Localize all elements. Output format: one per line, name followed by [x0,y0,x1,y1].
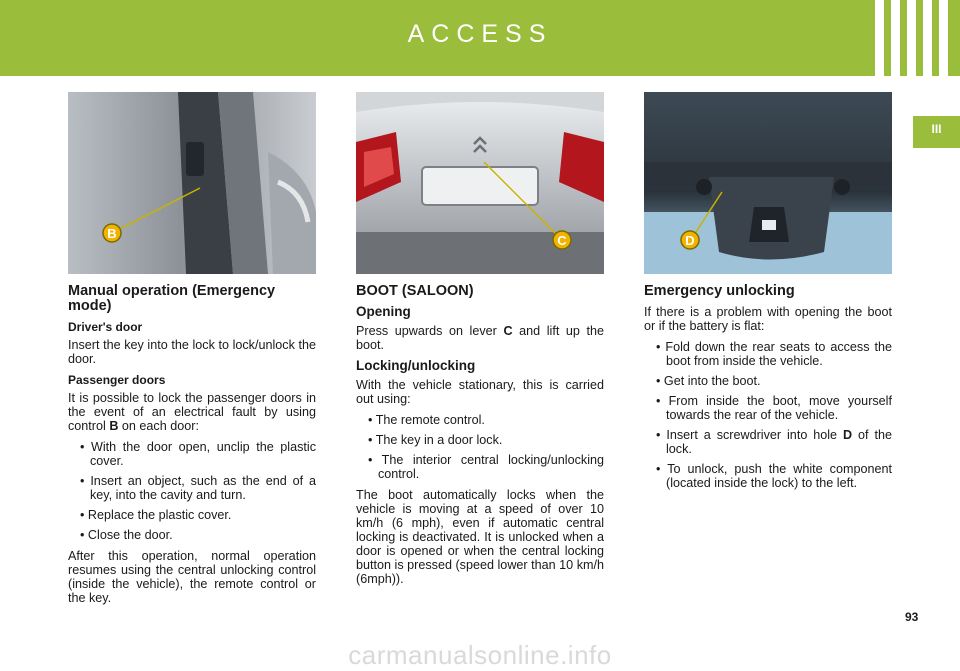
header-stripe [907,0,916,76]
header-stripe [939,0,948,76]
passenger-doors-heading: Passenger doors [68,373,166,387]
watermark: carmanualsonline.info [348,640,612,670]
passenger-doors-text: It is possible to lock the passenger doors in the event of an electrical fault by using control B on each door: [68,391,316,433]
list-item: • Replace the plastic cover. [68,508,316,522]
list-item: • To unlock, push the white component (located inside the lock) to the left. [644,462,892,490]
locking-intro: With the vehicle stationary, this is carried out using: [356,378,604,406]
list-item: • Close the door. [68,528,316,542]
chapter-tab: III [913,116,960,148]
left-column [68,284,316,612]
list-item: • Fold down the rear seats to access the boot from inside the vehicle. [644,340,892,368]
list-item: • From inside the boot, move yourself towards the rear of the vehicle. [644,394,892,422]
list-item: • The key in a door lock. [356,433,604,447]
list-item: • The interior central locking/unlocking control. [356,453,604,481]
emergency-steps-list [644,340,892,490]
opening-heading: Opening [356,304,411,319]
after-operation-text: After this operation, normal operation resumes using the central unlocking control (inside the vehicle), the remote control or the key. [68,549,316,605]
boot-heading: BOOT (SALOON) [356,283,474,299]
page-number: 93 [905,610,919,624]
drivers-door-text: Insert the key into the lock to lock/unlock the door. [68,338,316,366]
list-item: • The remote control. [356,413,604,427]
auto-locking-text: The boot automatically locks when the vehicle is moving at a speed of over 10 km/h (6 mph), even if automatic central locking is deactivated. It is unlocked when a door is opened or when the central locking button is pressed (speed lower than 10 km/h (6mph)). [356,488,604,586]
emergency-intro: If there is a problem with opening the boot or if the battery is flat: [644,305,892,333]
header-stripe [923,0,932,76]
header-stripes [875,0,948,76]
locking-methods-list [356,413,604,481]
door-photo [68,92,316,274]
boot-photo [356,92,604,274]
header-stripe [891,0,900,76]
opening-text: Press upwards on lever C and lift up the boot. [356,324,604,352]
list-item: • Get into the boot. [644,374,892,388]
list-item: • Insert a screwdriver into hole D of the lock. [644,428,892,456]
list-item: • Insert an object, such as the end of a key, into the cavity and turn. [68,474,316,502]
marker-d-label: D [685,233,695,248]
page-header [0,0,960,76]
page-title: ACCESS [407,20,553,48]
passenger-steps-list [68,440,316,542]
list-item: • With the door open, unclip the plastic cover. [68,440,316,468]
marker-c-label: C [557,233,567,248]
locking-heading: Locking/unlocking [356,358,476,373]
emergency-unlocking-heading: Emergency unlocking [644,283,795,299]
middle-column [356,284,604,593]
marker-b-label: B [107,226,117,241]
header-stripe [875,0,884,76]
drivers-door-heading: Driver's door [68,320,143,334]
lock-photo [644,92,892,274]
right-column [644,284,892,497]
manual-operation-heading: Manual operation (Emergency mode) [68,283,276,314]
